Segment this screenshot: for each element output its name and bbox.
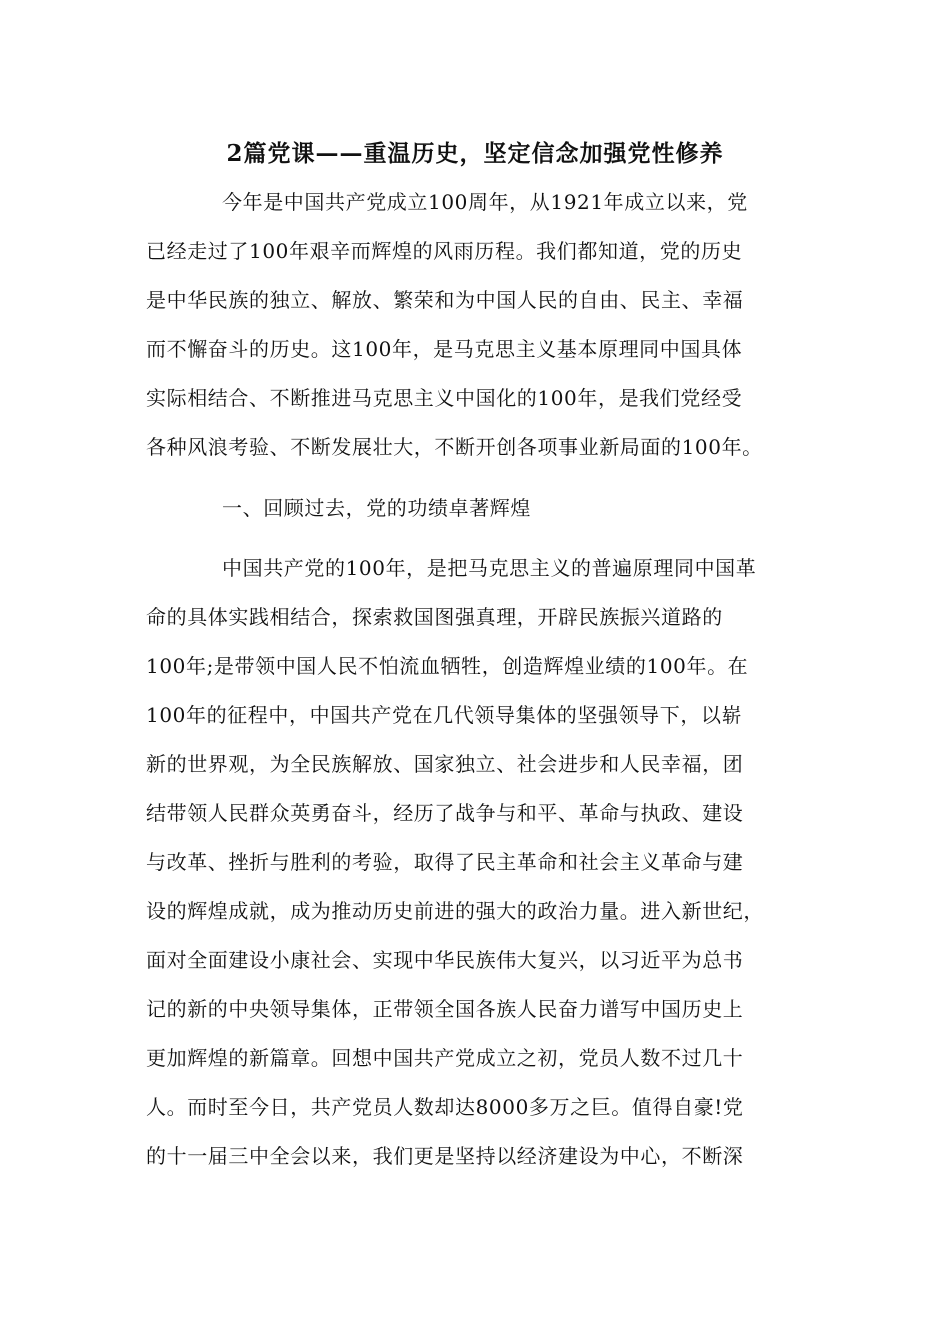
paragraph-2-line-1: 中国共产党的100年，是把马克思主义的普遍原理同中国革 (222, 556, 757, 580)
paragraph-2-line-12: 人。而时至今日，共产党员人数却达8000多万之巨。值得自豪!党 (146, 1095, 744, 1119)
paragraph-2-line-13: 的十一届三中全会以来，我们更是坚持以经济建设为中心，不断深 (146, 1144, 744, 1168)
paragraph-2-line-6: 结带领人民群众英勇奋斗，经历了战争与和平、革命与执政、建设 (146, 801, 744, 825)
section-heading-1: 一、回顾过去，党的功绩卓著辉煌 (222, 496, 531, 520)
paragraph-1-line-2: 已经走过了100年艰辛而辉煌的风雨历程。我们都知道，党的历史 (146, 239, 743, 263)
paragraph-2-line-11: 更加辉煌的新篇章。回想中国共产党成立之初，党员人数不过几十 (146, 1046, 744, 1070)
paragraph-2-line-5: 新的世界观，为全民族解放、国家独立、社会进步和人民幸福，团 (146, 752, 744, 776)
document-title: 2篇党课——重温历史，坚定信念加强党性修养 (226, 140, 724, 167)
paragraph-1-line-6: 各种风浪考验、不断发展壮大，不断开创各项事业新局面的100年。 (146, 435, 763, 459)
paragraph-1-line-1: 今年是中国共产党成立100周年，从1921年成立以来，党 (222, 190, 748, 214)
paragraph-2-line-8: 设的辉煌成就，成为推动历史前进的强大的政治力量。进入新世纪， (146, 899, 764, 923)
paragraph-2-line-3: 100年;是带领中国人民不怕流血牺牲，创造辉煌业绩的100年。在 (146, 654, 749, 678)
paragraph-2-line-7: 与改革、挫折与胜利的考验，取得了民主革命和社会主义革命与建 (146, 850, 744, 874)
paragraph-1-line-5: 实际相结合、不断推进马克思主义中国化的100年，是我们党经受 (146, 386, 743, 410)
paragraph-2-line-9: 面对全面建设小康社会、实现中华民族伟大复兴，以习近平为总书 (146, 948, 744, 972)
paragraph-2-line-2: 命的具体实践相结合，探索救国图强真理，开辟民族振兴道路的 (146, 605, 723, 629)
paragraph-2-line-4: 100年的征程中，中国共产党在几代领导集体的坚强领导下，以崭 (146, 703, 743, 727)
paragraph-1-line-3: 是中华民族的独立、解放、繁荣和为中国人民的自由、民主、幸福 (146, 288, 744, 312)
paragraph-2-line-10: 记的新的中央领导集体，正带领全国各族人民奋力谱写中国历史上 (146, 997, 744, 1021)
paragraph-1-line-4: 而不懈奋斗的历史。这100年，是马克思主义基本原理同中国具体 (146, 337, 743, 361)
